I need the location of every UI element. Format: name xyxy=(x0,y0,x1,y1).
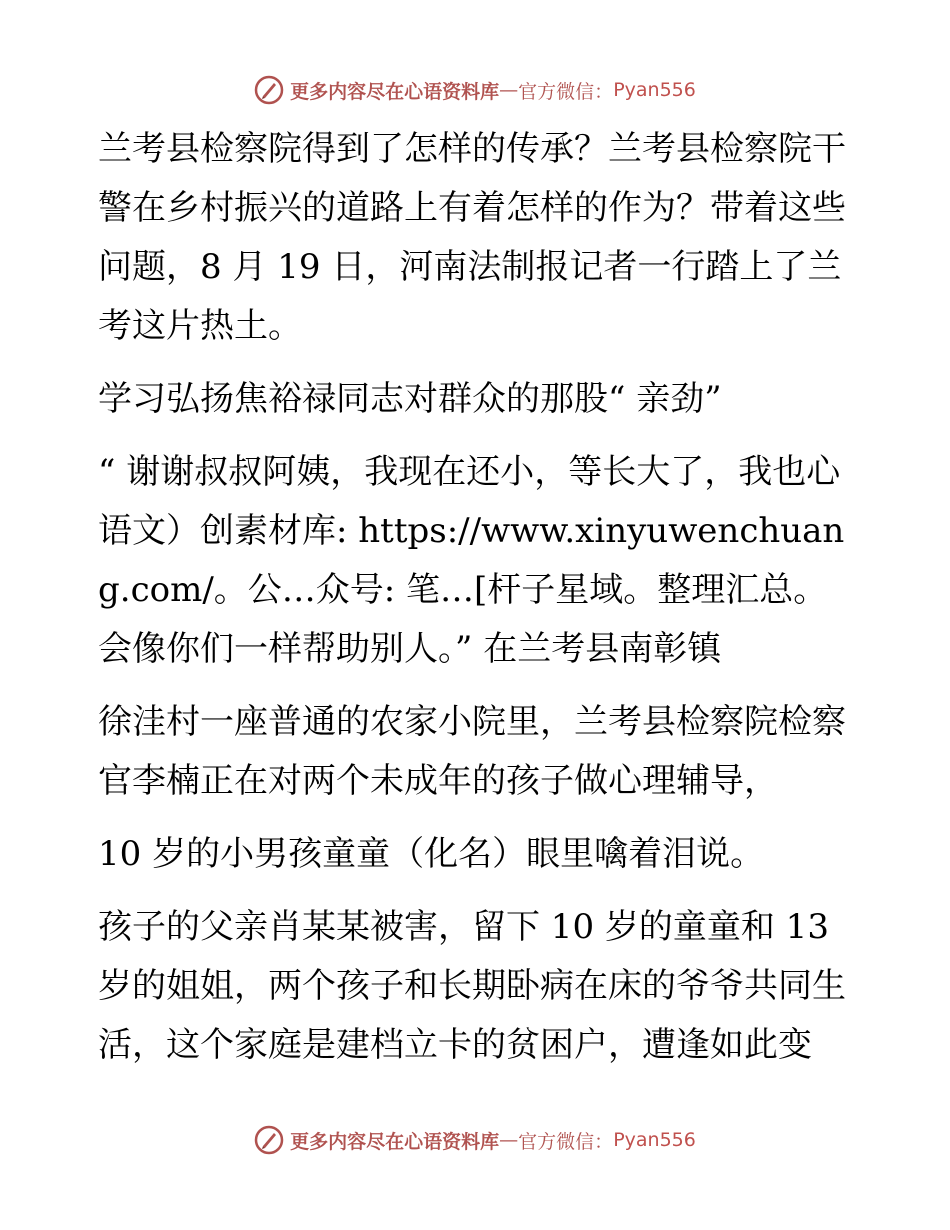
banner-wechat-label: 官方微信： xyxy=(518,80,614,103)
paragraph: “ 谢谢叔叔阿姨，我现在还小，等长大了，我也心语文）创素材库: https://www.xinyuwenchuang.com/。公…众号: 笔…[杆子星域。整理汇总。会像你们一样帮助别人。” 在兰考县南彰镇 xyxy=(98,452,845,669)
banner-dash: — xyxy=(499,79,519,101)
paragraph: 10 岁的小男孩童童（化名）眼里噙着泪说。 xyxy=(98,834,765,874)
header-banner xyxy=(0,70,950,110)
banner-brand-text: 更多内容尽在心语资料库 xyxy=(290,80,500,103)
paragraph: 孩子的父亲肖某某被害，留下 10 岁的童童和 13 岁的姐姐，两个孩子和长期卧病在床的爷爷共同生活，这个家庭是建档立卡的贫困户，遭逢如此变 xyxy=(98,907,846,1065)
section-heading: 学习弘扬焦裕禄同志对群众的那股“ 亲劲” xyxy=(98,379,722,419)
banner-wechat-label: 官方微信： xyxy=(518,1130,614,1153)
quill-logo-icon xyxy=(254,75,284,105)
banner-wechat-id: Pyan556 xyxy=(613,79,696,101)
article-body xyxy=(98,120,858,1075)
paragraph: 兰考县检察院得到了怎样的传承？兰考县检察院干警在乡村振兴的道路上有着怎样的作为？带着这些问题，8 月 19 日，河南法制报记者一行踏上了兰考这片热土。 xyxy=(98,129,846,346)
banner-wechat-id: Pyan556 xyxy=(613,1129,696,1151)
quill-logo-icon xyxy=(254,1125,284,1155)
banner-dash: — xyxy=(499,1129,519,1151)
paragraph: 徐洼村一座普通的农家小院里，兰考县检察院检察官李楠正在对两个未成年的孩子做心理辅导， xyxy=(98,702,846,801)
banner-brand-text: 更多内容尽在心语资料库 xyxy=(290,1130,500,1153)
footer-banner xyxy=(0,1120,950,1160)
